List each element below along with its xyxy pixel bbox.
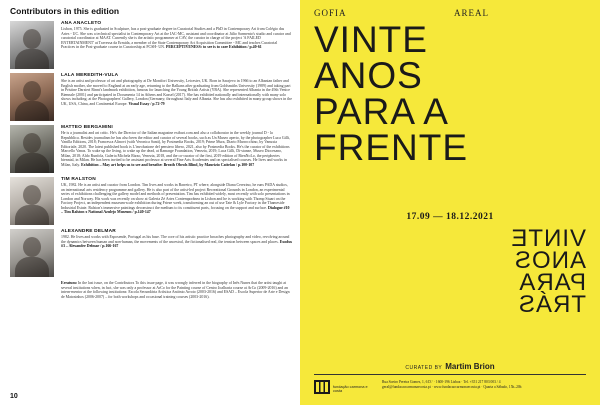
erratum-label: Erratum:	[61, 281, 77, 285]
curator-credit	[300, 362, 600, 371]
contributor-text	[61, 21, 292, 69]
curator-name: Martim Brion	[445, 362, 495, 371]
contributor-name: LALA MEREDITH-VULA	[61, 73, 119, 78]
contributor-text	[61, 229, 292, 277]
mirrored-line: TRÁS	[517, 291, 586, 318]
contact-line: Rua Soeiro Pereira Gomes, 1, 6 D.º · 1600-196 Lisboa · Tel. +351 217 803 003 / 4	[382, 380, 501, 384]
title-line: FRENTE	[314, 127, 468, 168]
contributor-portrait	[10, 125, 54, 173]
contributor-entry	[10, 229, 292, 277]
contributor-reference: Visual Essay / p.72-79	[128, 101, 165, 106]
mirrored-line: ANOS	[513, 247, 586, 274]
contributor-reference: PERCEPTIVENESS: to see is to care Exhibition / p.40-61	[165, 45, 262, 50]
title-line: ANOS	[314, 55, 423, 96]
contributor-portrait	[10, 21, 54, 69]
contributor-text	[61, 125, 292, 173]
curated-label: CURATED BY	[405, 365, 443, 371]
page-heading: Contributors in this edition	[10, 6, 120, 16]
contributor-reference: Dialogue #10 – Tim Ralston x National Azulejo Museum / p.140-147	[61, 205, 290, 215]
footer-divider	[314, 374, 586, 375]
contributor-bio: He is a journalist and art critic. He's the Director of the Italian magazine exibart.com and also a collaborator in the weekly journal D - la Repubblica. Besides journalism he has also been the editor and curator of several books, such as Un Museo aperto, by the photographer Luca Gilli, Vanilla Editions, 2018; Francesca Alinovi (with Veronica Santi), by Postmedia Books, 2019; Prime Mura, Diario Marrocchino, by Vanuxia Editoriale, 2020. The latest published book is L'involuzione del pensiero libero, 2021, also by Postmedia Books. He's the curator of the exhibitions Marcello Vanas. To wake up the living, to wake up the dead, at Ramarge Foundation, Venezia, 2019; Luca Gilli, Di-stanze, Museo Diocesano, Milan, 2018; Aldo Runfola, Galeria Michela Rizzo, Venezia, 2018, and the co-curator of the first, 2019 edition of BienNoLo, the peripheries biennial, in Milan. He has been invited to be assistant professor at several Fine Arts Academies and on specialised courses. He lives and works in Milan, Italy. Exhibition – May art helps us to see and breathe: Breath Obeols Blind, by Maurizio Cattelan / p.100-107	[61, 131, 290, 167]
contributor-text	[61, 73, 292, 121]
title-line: PARA A	[314, 91, 449, 132]
erratum-note	[61, 281, 292, 299]
contributor-portrait	[10, 177, 54, 225]
contributor-bio: Lisbon, 1975. She is graduated in Sculpture, has a post-graduate degree in Curatorial Studies and a PhD in Contemporary Art from Colégio das Artes - UC. She was a technical specialist in Contemporary Art at the IAC-MC, assistant and coordinator at Júlio Sarmento's studio and curator and curatorial coordinator at MAAT. Currently she is the artistic programmer at CAV, the curator in charge of the project 'A FAILED ENTERTAINMENT' at Travessa da Ermida, a member of the State Contemporary Art Acquisition Committee - MC and teaches Curatorial Practices in the Post-graduate course in Curatorship at FCSH- UN. PERCEPTIVENESS: to see is to care Exhibition / p.40-61	[61, 27, 291, 50]
contributor-name: TIM RALSTON	[61, 177, 96, 182]
page-number: 10	[10, 393, 18, 400]
contributor-name: ALEXANDRE DELMAR	[61, 229, 116, 234]
contributor-portrait	[10, 229, 54, 277]
contributor-bio: 1982. He lives and works with Esposende, Portugal as his base. The core of his artistic practice broaches photography and video, revolving around the dynamics between human and non-human, the movements of the ancestral, the fictionalised real, the tension between spaces and places. Exodus #3 – Alexandre Delmar / p.166-167	[61, 235, 293, 249]
contributor-name: MATTEO BERGAMINI	[61, 125, 113, 130]
title-line: VINTE	[314, 19, 428, 60]
contributor-reference: Exodus #3 – Alexandre Delmar / p.166-167	[61, 239, 293, 249]
contributor-bio: UK, 1982. He is an artist and curator from London. Tim lives and works in Barreiro, PT where, alongside Diana Cerezino, he runs PADA studios, an international arts residency programme and gallery. He is also part of the artist-led project Recreational Grounds in London, an experimental series of exhibitions challenging the gallery model and methods of presentation. Tim has exhibited widely, most recently with solo presentations in London and Norway. His work was recently on show at Galeria Zé Artes Contemporânea in Lisbon and he is working with Thomp Stuart on the Factory Project, an independent museum-scale exhibition during Frieze week, transforming an out of use Tate & Lyle Factory in the Thameside Industrial Estate. Ralston's immersive paintings deconstruct the medium to its constituent parts, focusing on the support and surface. Dialogue #10 – Tim Ralston x National Azulejo Museum / p.140-147	[61, 183, 290, 215]
mirrored-line: PARA	[518, 269, 586, 296]
brand-gofia: GOFIA	[314, 8, 347, 18]
mirrored-title	[314, 225, 586, 318]
exhibition-poster	[300, 0, 600, 405]
contact-line: geral@fundacaocarmonaecosta.pt · www.fundacaocarmonaecosta.pt · Quarta a Sábado, 15h–20h	[382, 384, 522, 389]
contributor-entry	[10, 125, 292, 173]
foundation-name: fundação carmona e costa	[333, 385, 368, 393]
mirrored-line: VINTE	[510, 225, 586, 252]
contributor-entry	[10, 177, 292, 225]
contributor-bio: She is an artist and professor of art and photography at De Montfort University, Leicester, UK. Born in Sarajevo in 1966 to an Albanian father and English mother, she moved to England at an early age, returning to the Balkans after graduating from Goldsmiths University (1989) and taking part in Pristine Darsieri Rinnt's landmark exhibition, famous for launching the Young British Artists (YBA). She represented Albania in the 49th Venice Biennale (2001) and participated in Documenta 14 in Athens and Kassel (2017). She has exhibited nationally and internationally with many solo shows including; at the Photographers' Gallery, London (Germany; throughout Italy and Albania. She has also exhibited in many group shows in the UK, USA, China, and Continental Europe. Visual Essay / p.72-79	[61, 79, 292, 106]
erratum-text: In the last issue, on the Contributors To this issue page, it was wrongly inferred in the biography of Inês Nunes that the artist taught at several institutions when, in fact, she was only a professor at ArCo for the Painting course of Centro Joalharia course at ArCo (2009-2016) and an intern-mentor at the following institutions: Escola Secundária Artística António Arroio (2003-2016) and ESAD – Escola Superior de Arte e Design de Matosinhos (2006-2007) – for both workshops and occasional training courses (2003-2016).	[61, 281, 290, 299]
foundation-logo-icon	[314, 380, 330, 394]
contributor-entry	[10, 21, 292, 69]
contributor-text	[61, 177, 292, 225]
contributor-entry	[10, 73, 292, 121]
poster-title	[314, 19, 586, 168]
foundation-contact	[382, 380, 588, 389]
exhibition-dates: 17.09 — 18.12.2021	[406, 212, 494, 222]
contributor-reference: Exhibition – May art helps us to see and breathe: Breath Obeols Blind, by Maurizio Cattelan / p.100-107	[81, 162, 255, 167]
contributor-portrait	[10, 73, 54, 121]
contributor-name: ANA ANACLETO	[61, 21, 102, 26]
brand-areal: AREAL	[454, 8, 489, 18]
